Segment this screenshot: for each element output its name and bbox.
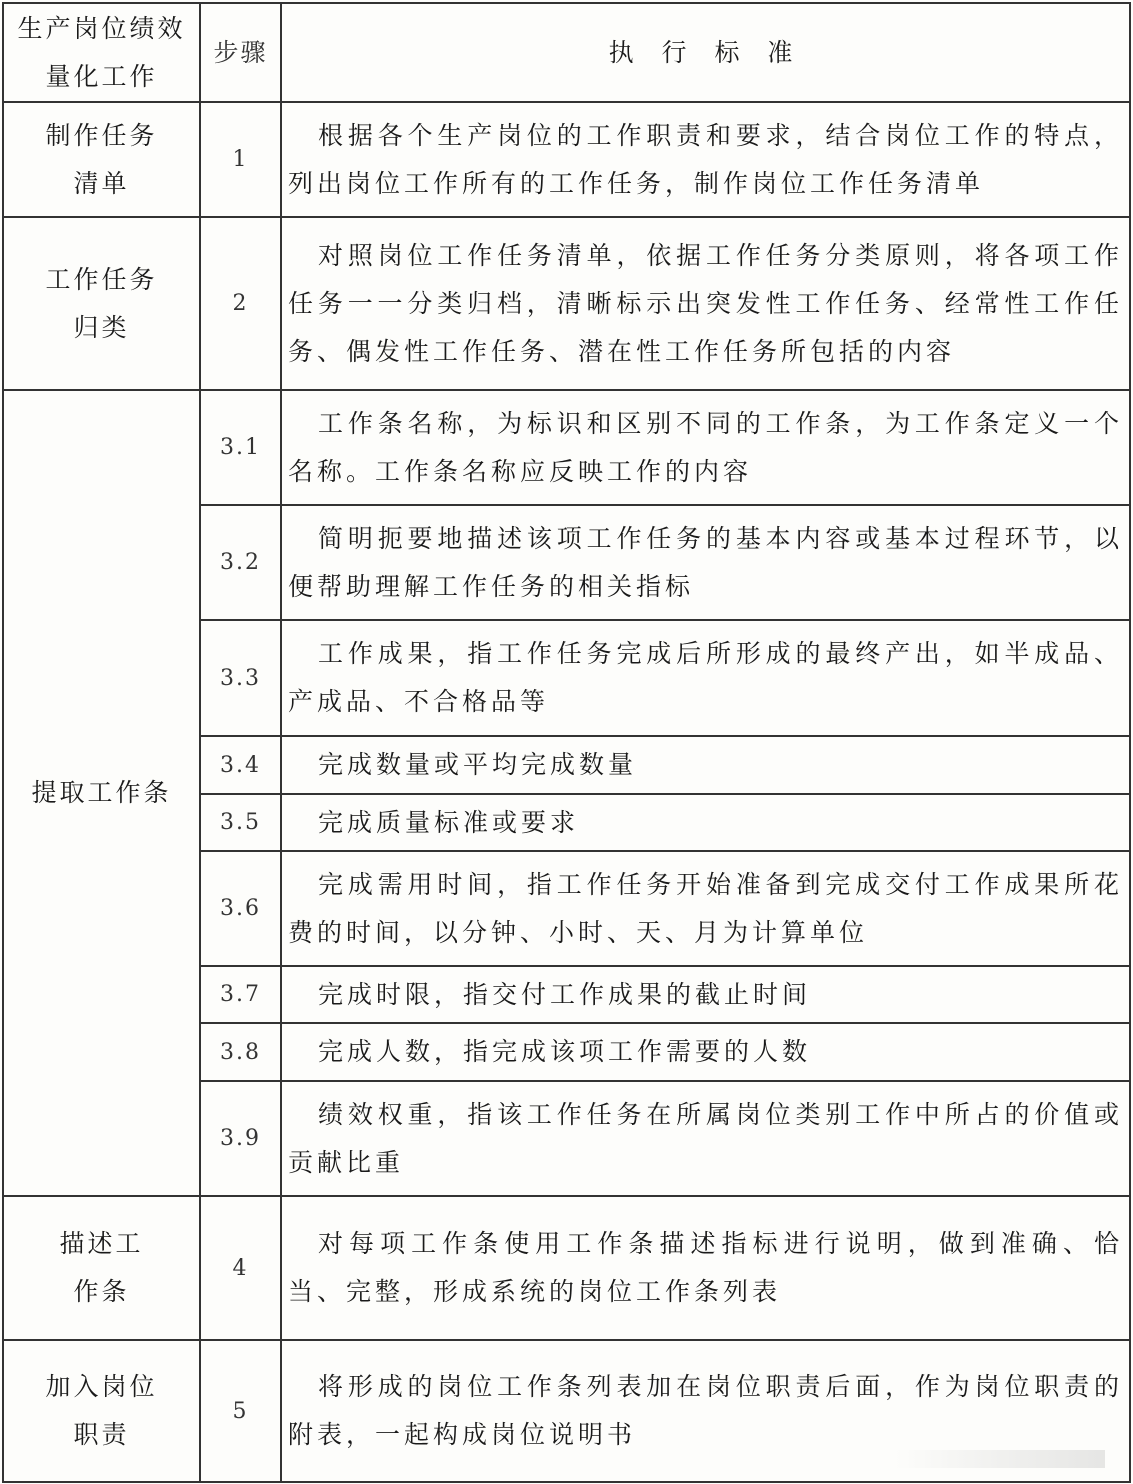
standard-cell: 根据各个生产岗位的工作职责和要求，结合岗位工作的特点，列出岗位工作所有的工作任务，制作岗位工作任务清单 bbox=[281, 102, 1130, 217]
table-row bbox=[3, 102, 1130, 217]
step-cell: 5 bbox=[200, 1340, 281, 1482]
standard-cell: 完成需用时间，指工作任务开始准备到完成交付工作成果所花费的时间，以分钟、小时、天、月为计算单位 bbox=[281, 851, 1130, 966]
step-cell: 3.5 bbox=[200, 794, 281, 851]
step-cell: 3.4 bbox=[200, 736, 281, 794]
standard-cell: 将形成的岗位工作条列表加在岗位职责后面，作为岗位职责的附表，一起构成岗位说明书 bbox=[281, 1340, 1130, 1482]
watermark bbox=[895, 1450, 1105, 1468]
step-cell: 3.7 bbox=[200, 966, 281, 1023]
step-cell: 3.1 bbox=[200, 390, 281, 505]
step-cell: 3.3 bbox=[200, 620, 281, 736]
step-cell: 1 bbox=[200, 102, 281, 217]
step-cell: 3.2 bbox=[200, 505, 281, 620]
step-cell: 3.6 bbox=[200, 851, 281, 966]
task-cell: 加入岗位职责 bbox=[3, 1340, 200, 1482]
standard-cell: 工作成果，指工作任务完成后所形成的最终产出，如半成品、产成品、不合格品等 bbox=[281, 620, 1130, 736]
standard-cell: 完成人数，指完成该项工作需要的人数 bbox=[281, 1023, 1130, 1081]
header-step: 步骤 bbox=[200, 3, 281, 102]
table-row bbox=[3, 390, 1130, 505]
standard-cell: 完成质量标准或要求 bbox=[281, 794, 1130, 851]
standard-cell: 完成数量或平均完成数量 bbox=[281, 736, 1130, 794]
standard-cell: 完成时限，指交付工作成果的截止时间 bbox=[281, 966, 1130, 1023]
table-row bbox=[3, 1196, 1130, 1340]
task-cell: 工作任务归类 bbox=[3, 217, 200, 390]
standard-cell: 简明扼要地描述该项工作任务的基本内容或基本过程环节，以便帮助理解工作任务的相关指标 bbox=[281, 505, 1130, 620]
task-cell: 提取工作条 bbox=[3, 390, 200, 1196]
standard-cell: 对照岗位工作任务清单，依据工作任务分类原则，将各项工作任务一一分类归档，清晰标示出突发性工作任务、经常性工作任务、偶发性工作任务、潜在性工作任务所包括的内容 bbox=[281, 217, 1130, 390]
table-row bbox=[3, 217, 1130, 390]
step-cell: 3.8 bbox=[200, 1023, 281, 1081]
work-quantification-table bbox=[2, 2, 1131, 1483]
task-cell: 制作任务清单 bbox=[3, 102, 200, 217]
header-standard: 执 行 标 准 bbox=[281, 3, 1130, 102]
step-cell: 2 bbox=[200, 217, 281, 390]
header-task: 生产岗位绩效量化工作 bbox=[3, 3, 200, 102]
standard-cell: 工作条名称，为标识和区别不同的工作条，为工作条定义一个名称。工作条名称应反映工作的内容 bbox=[281, 390, 1130, 505]
standard-cell: 对每项工作条使用工作条描述指标进行说明，做到准确、恰当、完整，形成系统的岗位工作条列表 bbox=[281, 1196, 1130, 1340]
table-header-row bbox=[3, 3, 1130, 102]
step-cell: 4 bbox=[200, 1196, 281, 1340]
standard-cell: 绩效权重，指该工作任务在所属岗位类别工作中所占的价值或贡献比重 bbox=[281, 1081, 1130, 1196]
step-cell: 3.9 bbox=[200, 1081, 281, 1196]
task-cell: 描述工作条 bbox=[3, 1196, 200, 1340]
